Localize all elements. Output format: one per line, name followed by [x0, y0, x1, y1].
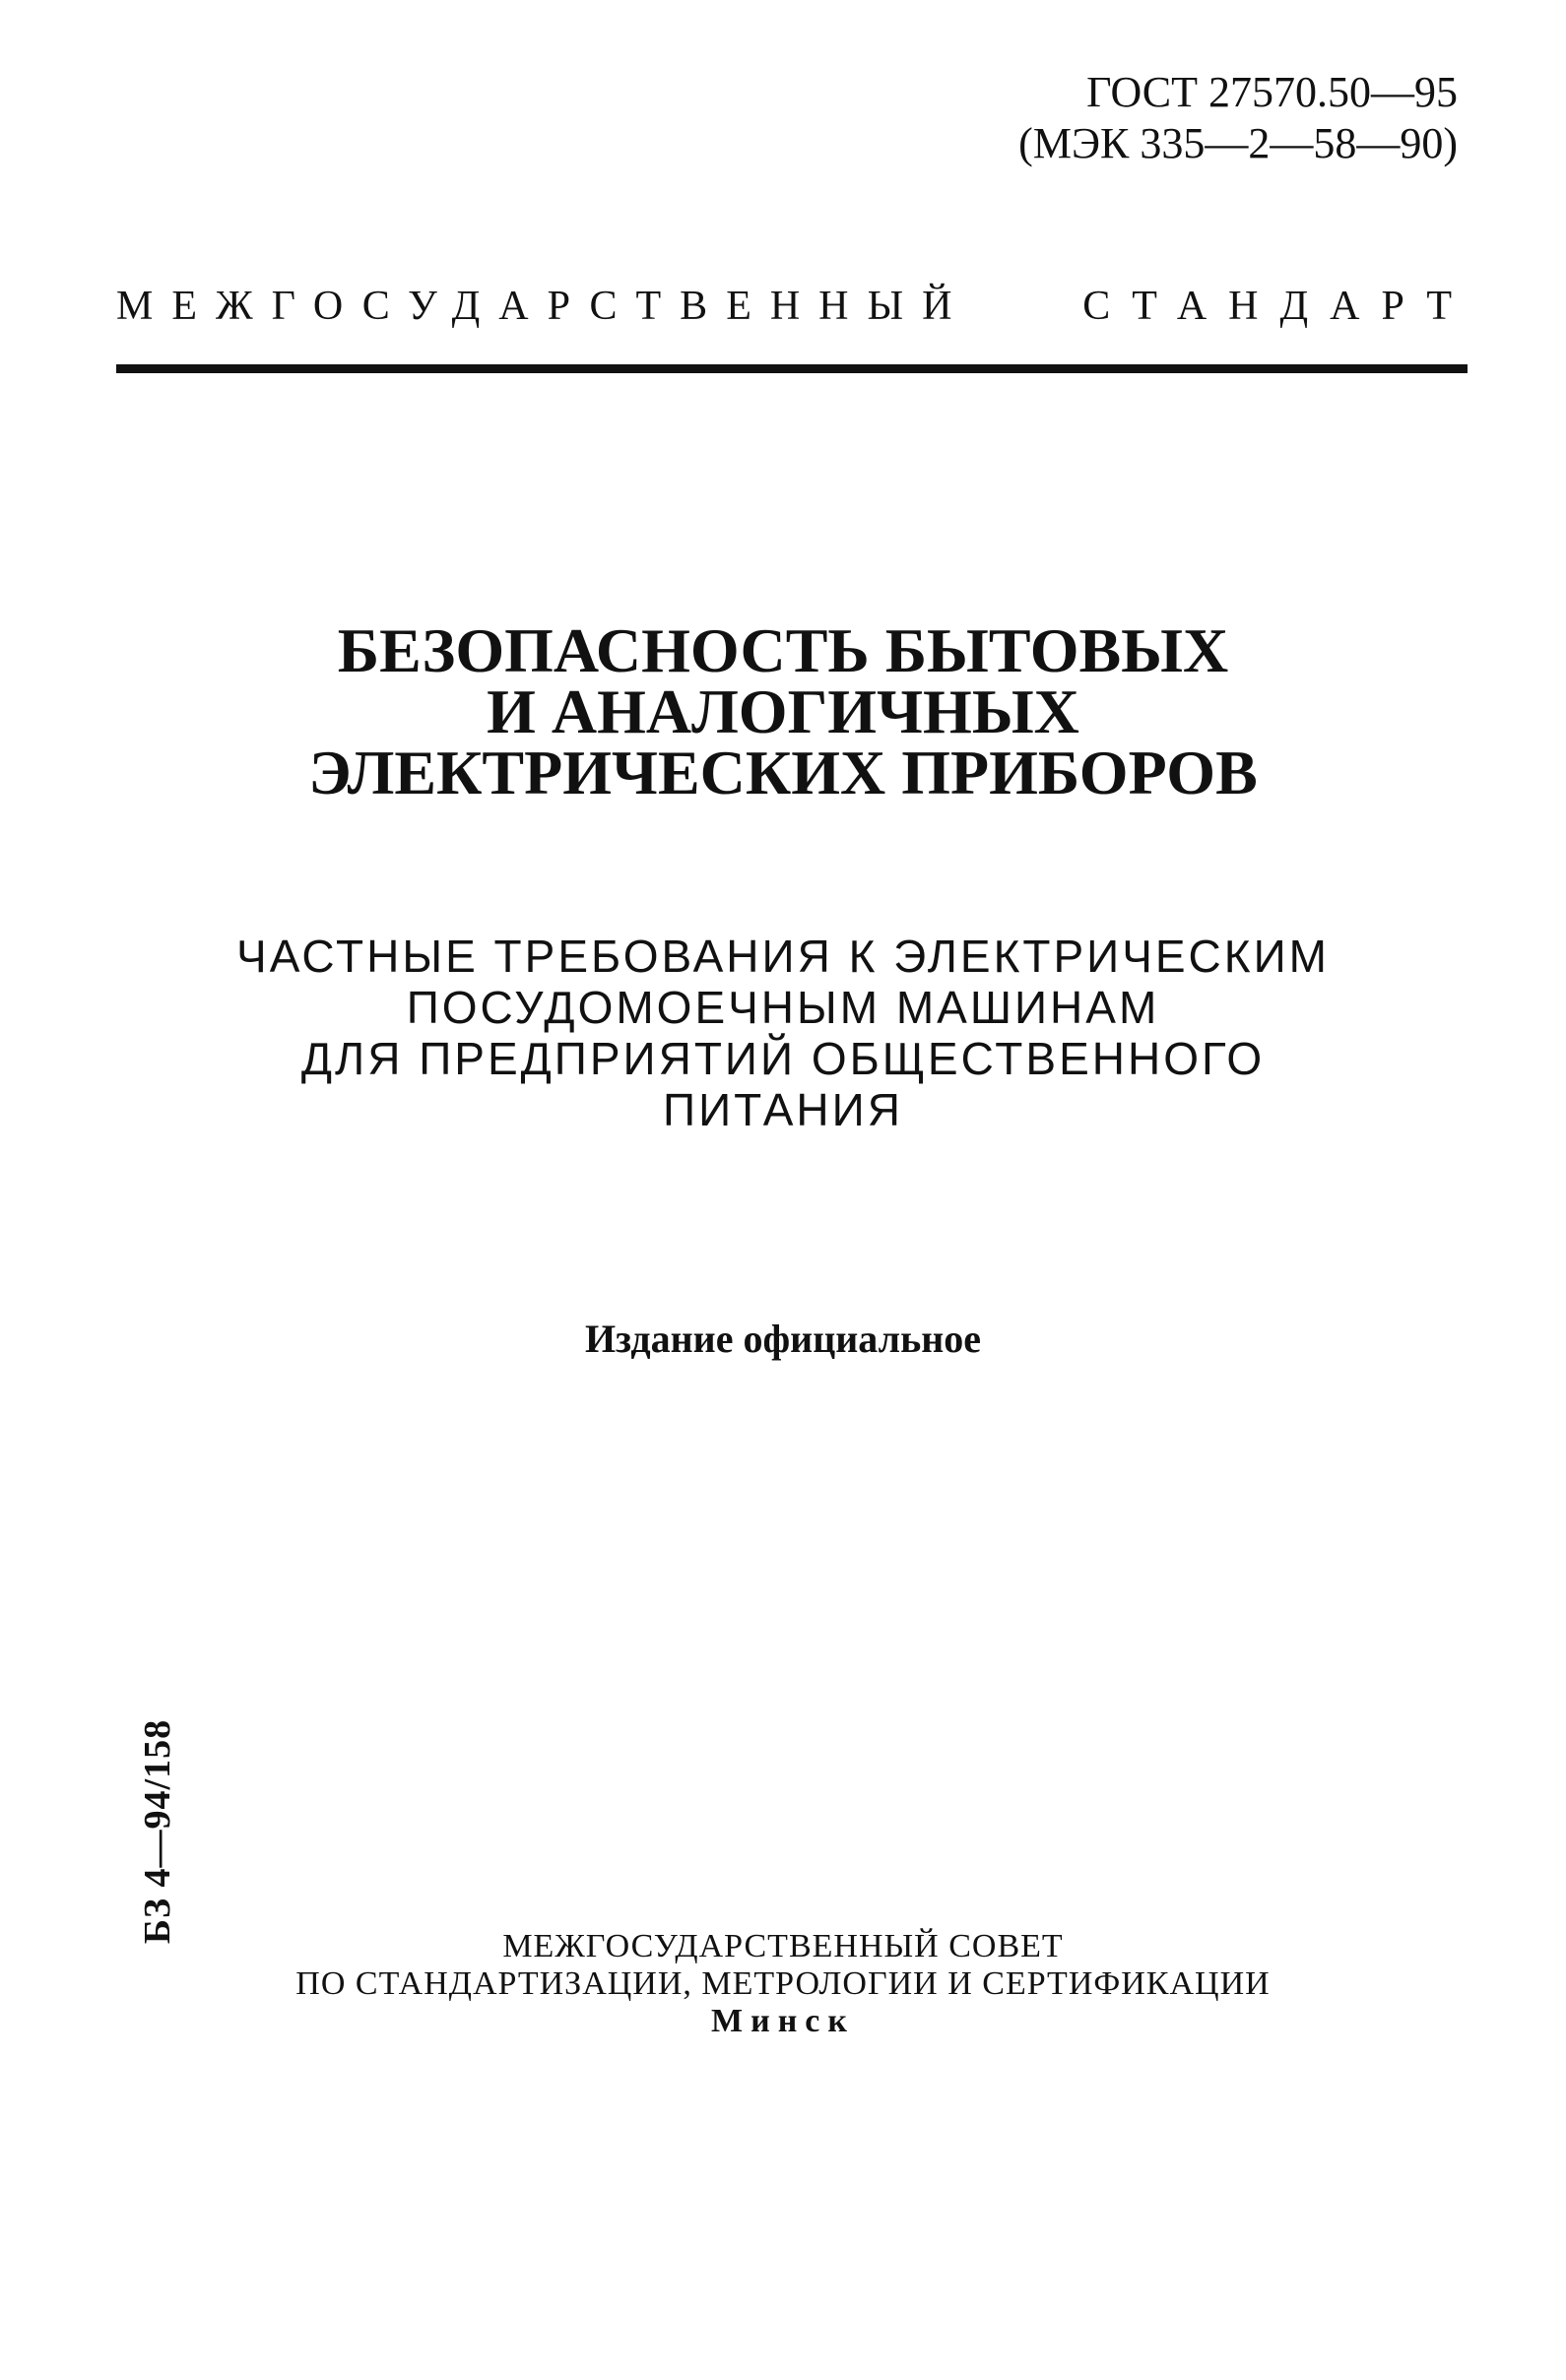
subtitle-line: ПОСУДОМОЕЧНЫМ МАШИНАМ: [406, 982, 1160, 1033]
title-line: И АНАЛОГИЧНЫХ: [487, 676, 1079, 746]
edition-label: Издание официальное: [584, 1317, 982, 1361]
publisher-line: МЕЖГОСУДАРСТВЕННЫЙ СОВЕТ: [502, 1928, 1064, 1964]
side-registration-code: БЗ 4—94/158: [137, 1718, 178, 1945]
header-rule: [116, 364, 1468, 373]
standard-code: ГОСТ 27570.50—95: [1086, 68, 1458, 116]
title-line: ЭЛЕКТРИЧЕСКИХ ПРИБОРОВ: [308, 738, 1258, 807]
header-word-interstate: МЕЖГОСУДАРСТВЕННЫЙ: [116, 284, 971, 329]
document-type-header: [116, 284, 1473, 329]
subtitle-line: ДЛЯ ПРЕДПРИЯТИЙ ОБЩЕСТВЕННОГО: [300, 1033, 1266, 1084]
publisher-block: [0, 1928, 1566, 2040]
iec-code: (МЭК 335—2—58—90): [1018, 119, 1458, 167]
document-subtitle: [0, 931, 1566, 1135]
header-word-standard: СТАНДАРТ: [1082, 284, 1473, 329]
publisher-line: ПО СТАНДАРТИЗАЦИИ, МЕТРОЛОГИИ И СЕРТИФИКАЦИИ: [295, 1965, 1271, 2002]
subtitle-line: ЧАСТНЫЕ ТРЕБОВАНИЯ К ЭЛЕКТРИЧЕСКИМ: [236, 931, 1330, 982]
subtitle-line: ПИТАНИЯ: [663, 1084, 903, 1135]
title-line: БЕЗОПАСНОСТЬ БЫТОВЫХ: [337, 615, 1229, 685]
publisher-city: Минск: [711, 2003, 855, 2039]
document-title: [0, 615, 1566, 807]
